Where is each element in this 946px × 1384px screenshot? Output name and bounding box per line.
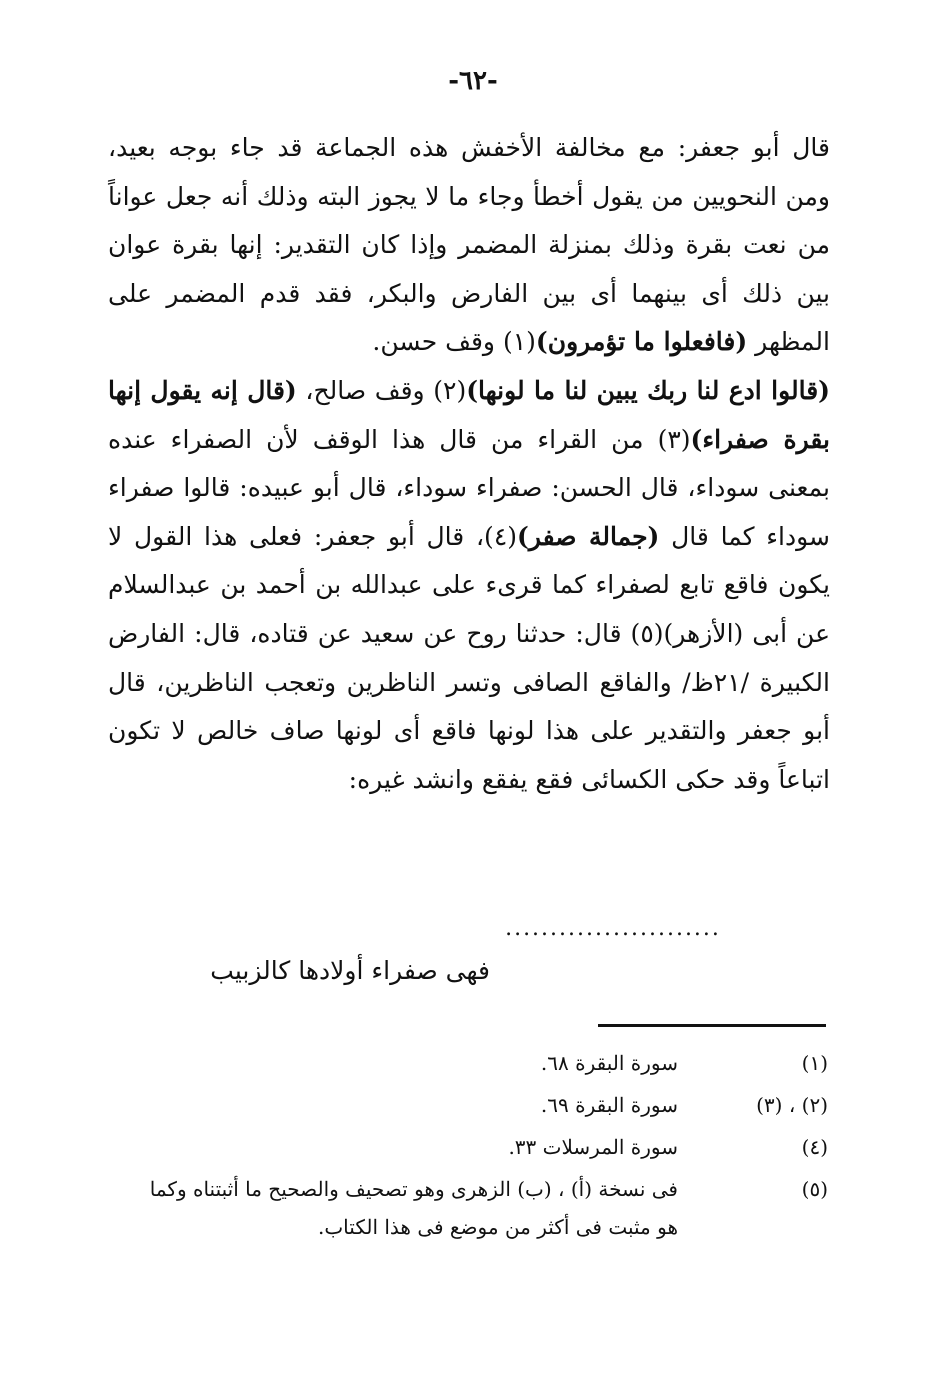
quran-quote: (قالوا ادع لنا ربك يبين لنا ما لونها) [466,375,830,405]
text-run: (٣) من القراء من قال هذا الوقف لأن الصفراء عنده بمعنى سوداء، قال الحسن: صفراء سوداء، قال أبو عبيده: قالوا صفراء سوداء كما قال [108,424,830,551]
footnote-text: سورة البقرة ٦٩. [540,1093,678,1117]
footnotes [140,1044,828,1250]
ellipsis-line: ........................ [505,916,721,941]
paragraph-2 [108,367,830,804]
footnote-number: (٥) [801,1177,828,1201]
footnote-number: (١) [801,1051,828,1075]
footnote-text: سورة المرسلات ٣٣. [508,1135,678,1159]
quran-quote: (جمالة صفر) [517,521,660,551]
quran-quote: (فافعلوا ما تؤمرون) [535,327,748,357]
footnote-number: (٤) [801,1135,828,1159]
quran-quote: (قال إنه يقول إنها بقرة صفراء) [108,375,830,454]
footnote [140,1044,828,1082]
footnote-divider [598,1024,826,1027]
main-text [108,124,830,804]
footnote-number: (٢) ، (٣) [756,1093,828,1117]
footnote [140,1128,828,1166]
paragraph-1 [108,124,830,367]
footnote [140,1086,828,1124]
page-number: -٦٢- [448,66,498,96]
text-run: (١) وقف حسن. [372,327,536,357]
text-run: (٤)، قال أبو جعفر: فعلى هذا القول لا يكون فاقع تابع لصفراء كما قرىء على عبدالله بن أحمد بن عبدالسلام عن أبى (الأزهر)(٥) قال: حدثنا روح عن سعيد عن قتاده، قال: الفارض الكبيرة /٢١ظ/ والفاقع الصافى وتسر الناظرين وتعجب الناظرين، قال أبو جعفر والتقدير على هذا لونها فاقع أى لونها صاف خالص لا تكون اتباعاً وقد حكى الكسائى فقع يفقع وانشد غيره: [108,521,830,794]
text-run: قال أبو جعفر: مع مخالفة الأخفش هذه الجماعة قد جاء بوجه بعيد، ومن النحويين من يقول أخطأ وجاء ما لا يجوز البته وذلك أنه جعل عواناً من نعت بقرة وذلك بمنزلة المضمر وإذا كان التقدير: إنها بقرة عوان بين ذلك أى بينهما أى بين الفارض والبكر، فقد قدم المضمر على المظهر [108,133,830,357]
footnote-text: سورة البقرة ٦٨. [540,1051,678,1075]
footnote [140,1170,828,1246]
text-run: (٢) وقف صالح، [296,375,467,405]
poetry-verse: فهى صفراء أولادها كالزبيب [210,956,490,985]
footnote-text: فى نسخة (أ) ، (ب) الزهرى وهو تصحيف والصحيح ما أثبتناه وكما هو مثبت فى أكثر من موضع فى هذا الكتاب. [149,1177,678,1239]
